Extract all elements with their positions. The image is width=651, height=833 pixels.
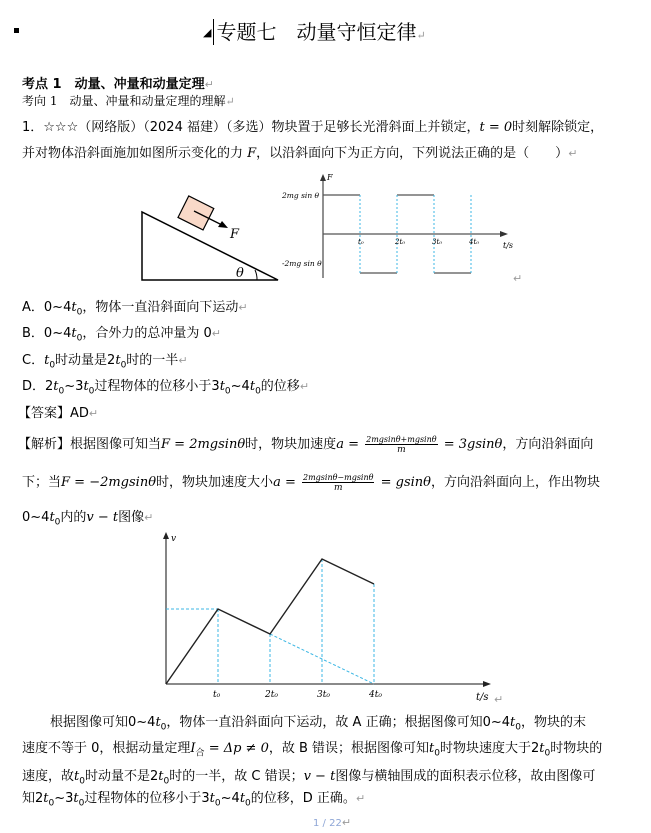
answer-line: 【答案】AD↵	[18, 406, 99, 421]
y-tick-label-positive: 2mg sin θ	[282, 191, 320, 200]
x-tick-label: 2t₀	[395, 238, 406, 246]
section-subheading: 考向 1 动量、冲量和动量定理的理解↵	[22, 94, 235, 108]
angle-arc	[255, 270, 257, 280]
x-tick-label: 4t₀	[469, 238, 480, 246]
fraction: $\frac{2mgsin\theta+mgsin\theta}{m}$	[366, 434, 437, 455]
answer-value: AD	[70, 406, 89, 421]
conclusion-line-1: 根据图像可知$0\sim 4t_0$，物体一直沿斜面向下运动，故 A 正确；根据图像可知$0\sim 4t_0$，物块的末	[50, 715, 586, 733]
page-number: 1 / 22↵	[313, 816, 352, 829]
force-label: F	[230, 227, 240, 242]
analysis-line-3: $0\sim 4t_0$内的v − t图像↵	[22, 510, 154, 528]
velocity-time-chart	[150, 528, 510, 708]
option-d: D．$2t_0\sim 3t_0$过程物体的位移小于$3t_0\sim 4t_0$的位移↵	[22, 379, 310, 397]
heading-collapse-icon[interactable]: ◢	[203, 26, 212, 39]
text-cursor	[213, 19, 214, 45]
y-axis-arrow	[320, 174, 326, 181]
question-line-1: 1．☆☆☆（网络版）（2024 福建）（多选）物块置于足够长光滑斜面上并锁定，t = 0时刻解除锁定，	[22, 120, 604, 135]
option-b: B．$0\sim 4t_0$，合外力的总冲量为 0↵	[22, 326, 221, 344]
y-axis-label: v	[171, 534, 177, 544]
x-tick-label: 2t₀	[265, 690, 278, 700]
conclusion-line-3: 速度，故$t_0$时动量不是$2t_0$时的一半，故 C 错误；v − t图像与横轴围成的面积表示位移，故由图像可	[22, 769, 596, 787]
page-title	[203, 16, 426, 45]
option-a: A．$0\sim 4t_0$，物体一直沿斜面向下运动↵	[22, 300, 248, 318]
difficulty-stars: ☆☆☆	[43, 120, 79, 135]
x-axis-label: t/s	[476, 692, 489, 703]
y-tick-label-negative: -2mg sin θ	[282, 259, 322, 268]
section-heading: 考点 1 动量、冲量和动量定理↵	[22, 77, 214, 92]
y-axis-arrow	[163, 532, 169, 539]
analysis-line-2: 下；当F = −2mgsinθ时，物块加速度大小a = $\frac{2mgsin\theta-mgsin\theta}{m}$ = gsinθ，方向沿斜面向上，作出物块	[22, 472, 600, 493]
x-tick-label: 4t₀	[369, 690, 382, 700]
incline-triangle	[142, 212, 278, 280]
paragraph-mark-icon: ↵	[513, 272, 523, 285]
option-c: C．$t_0$时动量是$2t_0$时的一半↵	[22, 353, 188, 371]
paragraph-mark-icon: ↵	[494, 693, 504, 706]
x-tick-label: 3t₀	[432, 238, 443, 246]
block	[178, 196, 214, 230]
force-time-chart	[280, 168, 530, 288]
x-axis-arrow	[500, 231, 508, 237]
paragraph-bullet-marker	[14, 28, 19, 33]
x-tick-label: t₀	[213, 690, 221, 700]
fraction: $\frac{2mgsin\theta-mgsin\theta}{m}$	[302, 472, 374, 493]
page-title-text: 专题七 动量守恒定律	[216, 20, 417, 44]
paragraph-mark-icon: ↵	[416, 29, 426, 42]
conclusion-line-4: 知$2t_0\sim 3t_0$过程物体的位移小于$3t_0\sim 4t_0$的位移，D 正确。↵	[22, 791, 366, 809]
x-axis-arrow	[483, 681, 491, 687]
x-tick-label: t₀	[358, 238, 364, 246]
conclusion-line-2: 速度不等于 0，根据动量定理$I_合 = \Delta p \ne 0$，故 B 错误；根据图像可知$t_0$时物块速度大于$2t_0$时物块的	[22, 741, 603, 759]
angle-label: θ	[236, 266, 244, 281]
question-line-2: 并对物体沿斜面施加如图所示变化的力 F，以沿斜面向下为正方向，下列说法正确的是（ ）↵	[22, 146, 578, 161]
force-arrow-head	[218, 221, 228, 228]
y-axis-label: F	[327, 173, 333, 182]
x-axis-label: t/s	[503, 241, 514, 250]
block-rect	[178, 196, 214, 230]
incline-figure	[130, 170, 290, 290]
analysis-line-1: 【解析】根据图像可知当F = 2mgsinθ时，物块加速度a = $\frac{2mgsin\theta+mgsin\theta}{m}$ = 3gsinθ，方向沿斜面向	[18, 434, 594, 455]
x-tick-label: 3t₀	[317, 690, 330, 700]
